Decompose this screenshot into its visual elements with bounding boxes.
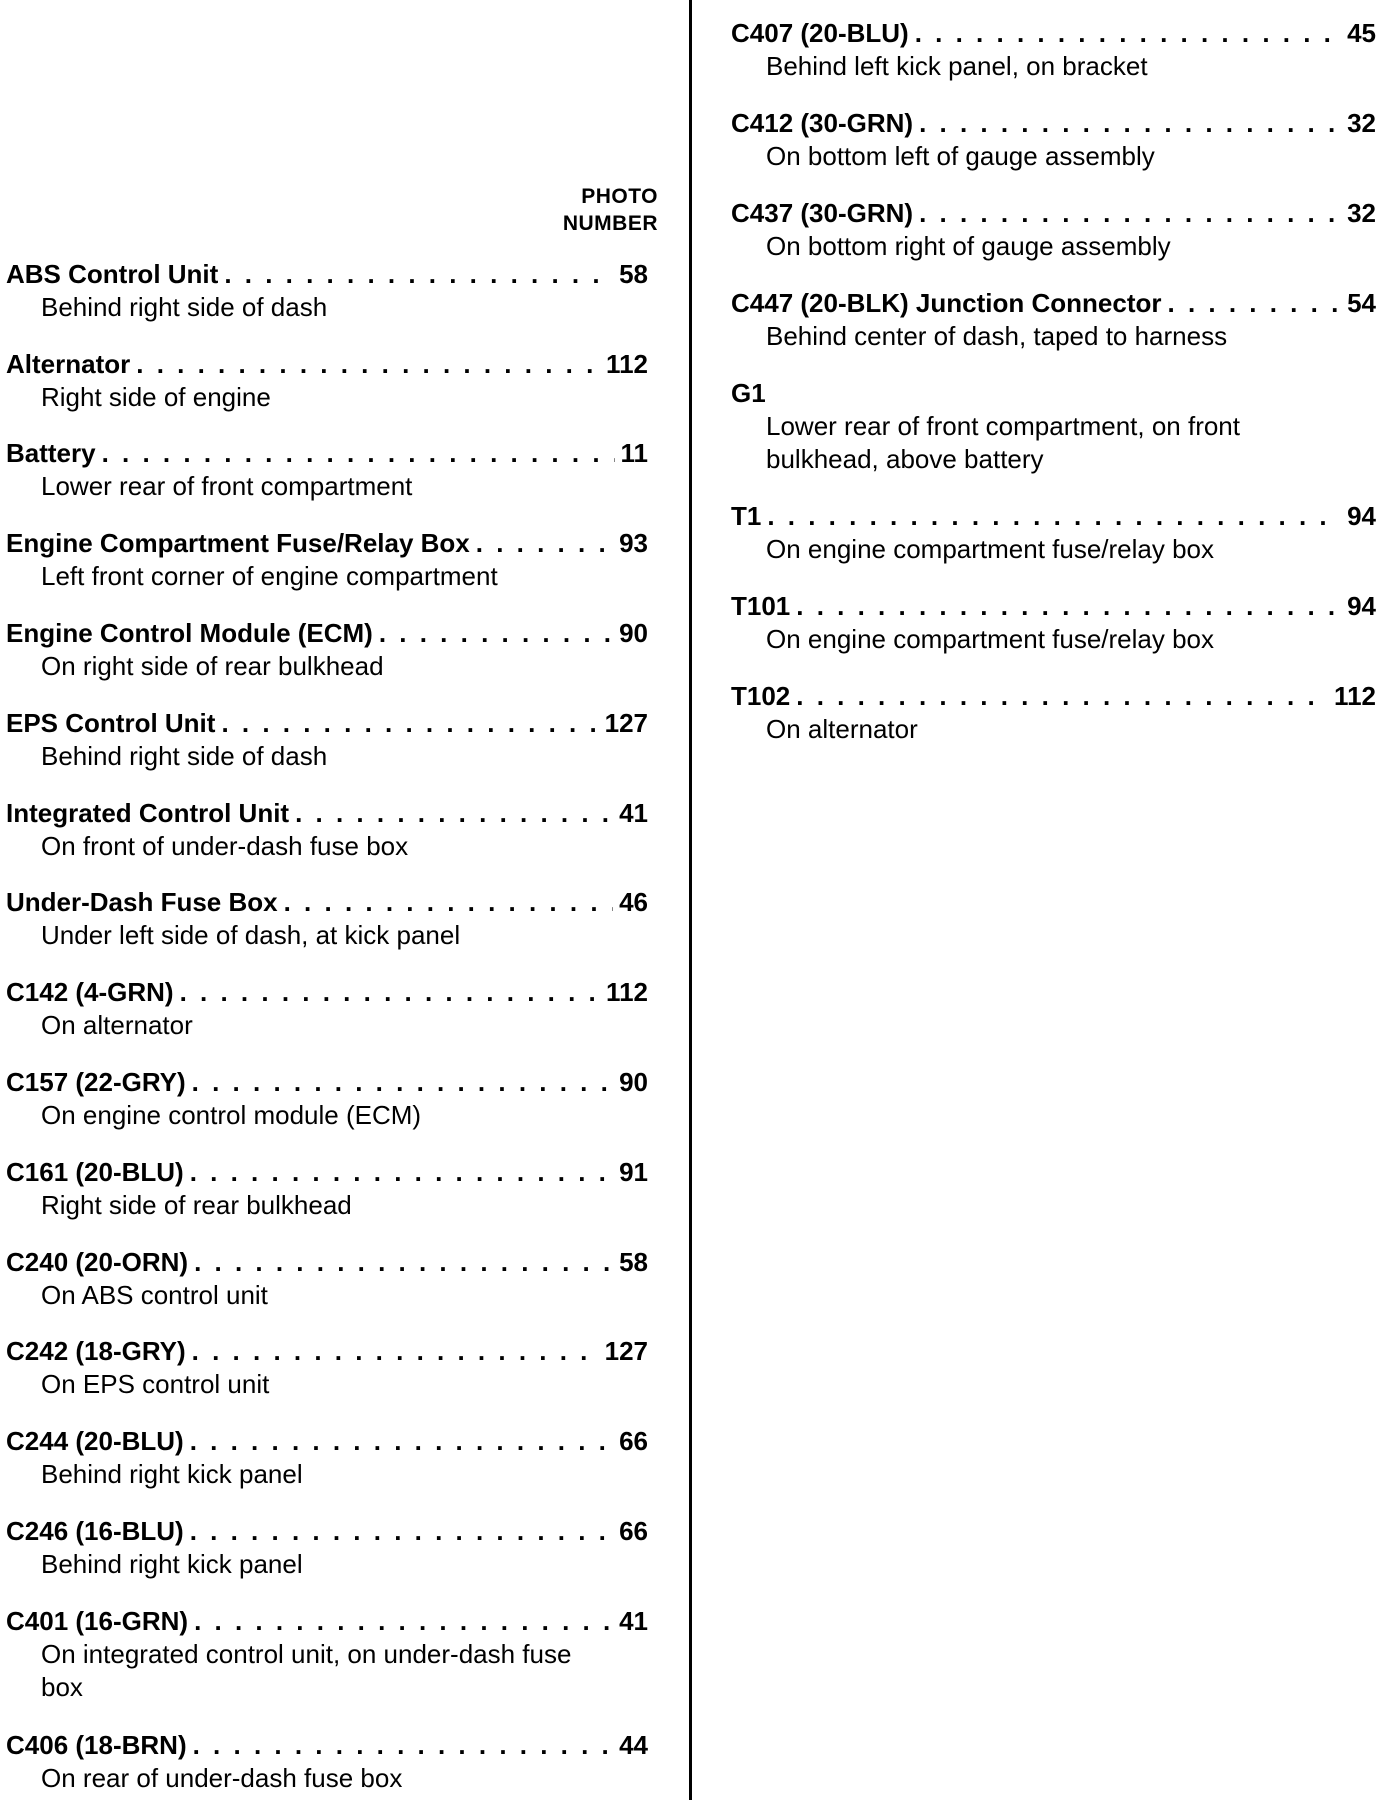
component-name: C142 (4-GRN): [6, 977, 174, 1007]
photo-number: 127: [604, 1336, 648, 1366]
component-location-continued: bulkhead, above battery: [766, 444, 1044, 474]
list-item: [6, 347, 648, 414]
component-location-continued: box: [41, 1672, 83, 1702]
list-item: [731, 679, 1376, 746]
list-item: [6, 1155, 648, 1222]
leader-dots: [919, 106, 1341, 140]
header-line-2: NUMBER: [562, 212, 658, 235]
photo-number: 90: [619, 1067, 648, 1097]
photo-number: 41: [619, 798, 648, 828]
list-item: [731, 376, 1376, 476]
component-location: On bottom right of gauge assembly: [766, 231, 1171, 261]
component-location: Behind center of dash, taped to harness: [766, 321, 1228, 351]
leader-dots: [192, 1334, 599, 1368]
photo-number: 94: [1347, 591, 1376, 621]
leader-dots: [192, 1065, 613, 1099]
list-item: [731, 589, 1376, 656]
component-name: T1: [731, 501, 762, 531]
photo-number: 66: [619, 1426, 648, 1456]
leader-dots: [136, 347, 600, 381]
component-name: C157 (22-GRY): [6, 1067, 186, 1097]
component-location: On engine control module (ECM): [41, 1100, 422, 1130]
list-item: [6, 975, 648, 1042]
component-name: Under-Dash Fuse Box: [6, 887, 278, 917]
photo-number: 91: [619, 1157, 648, 1187]
component-location: On alternator: [41, 1010, 193, 1040]
leader-dots: [796, 679, 1328, 713]
leader-dots: [295, 796, 613, 830]
photo-number: 93: [619, 528, 648, 558]
photo-number: 58: [619, 1247, 648, 1277]
list-item: [6, 1334, 648, 1401]
component-name: C437 (30-GRN): [731, 198, 914, 228]
component-location: Left front corner of engine compartment: [41, 561, 498, 591]
photo-number: 58: [619, 259, 648, 289]
leader-dots: [102, 436, 615, 470]
photo-number: 41: [619, 1606, 648, 1636]
component-name: Battery: [6, 438, 96, 468]
component-name: ABS Control Unit: [6, 259, 219, 289]
photo-number-header: [563, 183, 658, 237]
list-item: [6, 526, 648, 593]
component-name: C406 (18-BRN): [6, 1730, 187, 1760]
component-location: On integrated control unit, on under-dash fuse: [41, 1639, 572, 1669]
component-name: C161 (20-BLU): [6, 1157, 184, 1187]
leader-dots: [1168, 286, 1342, 320]
leader-dots: [221, 706, 598, 740]
component-name: C401 (16-GRN): [6, 1606, 189, 1636]
component-name: C246 (16-BLU): [6, 1516, 184, 1546]
list-item: [6, 1604, 648, 1704]
photo-number: 112: [606, 349, 648, 379]
component-name: Engine Compartment Fuse/Relay Box: [6, 528, 470, 558]
photo-number: 46: [619, 887, 648, 917]
component-location: Behind right kick panel: [41, 1549, 303, 1579]
list-item: [6, 1424, 648, 1491]
list-item: [6, 1728, 648, 1795]
list-item: [731, 196, 1376, 263]
leader-dots: [284, 885, 613, 919]
leader-dots: [190, 1424, 613, 1458]
list-item: [6, 1514, 648, 1581]
leader-dots: [194, 1245, 613, 1279]
component-location: Lower rear of front compartment: [41, 471, 413, 501]
component-name: C407 (20-BLU): [731, 18, 909, 48]
photo-number: 127: [604, 708, 648, 738]
list-item: [6, 1245, 648, 1312]
leader-dots: [190, 1155, 613, 1189]
header-line-1: PHOTO: [581, 185, 658, 208]
list-item: [731, 106, 1376, 173]
component-location: On ABS control unit: [41, 1280, 268, 1310]
component-name: Integrated Control Unit: [6, 798, 290, 828]
list-item: [6, 257, 648, 324]
photo-number: 11: [620, 438, 648, 468]
list-item: [6, 616, 648, 683]
component-location: Under left side of dash, at kick panel: [41, 920, 461, 950]
component-location: Right side of rear bulkhead: [41, 1190, 352, 1220]
photo-number: 112: [606, 977, 648, 1007]
photo-number: 90: [619, 618, 648, 648]
photo-number: 94: [1347, 501, 1376, 531]
column-divider: [689, 0, 692, 1800]
component-name: T102: [731, 681, 791, 711]
list-item: [6, 796, 648, 863]
photo-number: 44: [619, 1730, 648, 1760]
component-name: C240 (20-ORN): [6, 1247, 189, 1277]
component-location: On front of under-dash fuse box: [41, 831, 409, 861]
component-location: On bottom left of gauge assembly: [766, 141, 1155, 171]
component-name: EPS Control Unit: [6, 708, 216, 738]
component-location: On rear of under-dash fuse box: [41, 1763, 403, 1793]
component-name: Engine Control Module (ECM): [6, 618, 373, 648]
leader-dots: [915, 16, 1341, 50]
component-name: Alternator: [6, 349, 131, 379]
component-location: Right side of engine: [41, 382, 271, 412]
list-item: [731, 16, 1376, 83]
leader-dots: [796, 589, 1341, 623]
component-location: On right side of rear bulkhead: [41, 651, 384, 681]
list-item: [6, 436, 648, 503]
leader-dots: [194, 1604, 613, 1638]
leader-dots: [180, 975, 600, 1009]
component-location: Behind right kick panel: [41, 1459, 303, 1489]
photo-number: 66: [619, 1516, 648, 1546]
photo-number: 32: [1347, 108, 1376, 138]
photo-number: 54: [1347, 288, 1376, 318]
leader-dots: [193, 1728, 613, 1762]
component-location: Lower rear of front compartment, on front: [766, 411, 1240, 441]
list-item: [731, 286, 1376, 353]
component-location: On EPS control unit: [41, 1369, 270, 1399]
leader-dots: [379, 616, 613, 650]
list-item: [6, 885, 648, 952]
photo-number: 112: [1334, 681, 1376, 711]
leader-dots: [224, 257, 613, 291]
component-name: C447 (20-BLK) Junction Connector: [731, 288, 1162, 318]
leader-dots: [190, 1514, 613, 1548]
leader-dots: [919, 196, 1341, 230]
component-name: C242 (18-GRY): [6, 1336, 186, 1366]
list-item: [6, 706, 648, 773]
component-location: Behind left kick panel, on bracket: [766, 51, 1148, 81]
component-location: On engine compartment fuse/relay box: [766, 534, 1215, 564]
component-name: T101: [731, 591, 791, 621]
leader-dots: [767, 499, 1341, 533]
component-location: On engine compartment fuse/relay box: [766, 624, 1215, 654]
photo-number: 45: [1347, 18, 1376, 48]
component-name: G1: [731, 378, 766, 408]
photo-number: 32: [1347, 198, 1376, 228]
component-location: Behind right side of dash: [41, 741, 328, 771]
component-name: C412 (30-GRN): [731, 108, 914, 138]
list-item: [731, 499, 1376, 566]
component-location: Behind right side of dash: [41, 292, 328, 322]
leader-dots: [476, 526, 613, 560]
component-location: On alternator: [766, 714, 918, 744]
component-name: C244 (20-BLU): [6, 1426, 184, 1456]
list-item: [6, 1065, 648, 1132]
